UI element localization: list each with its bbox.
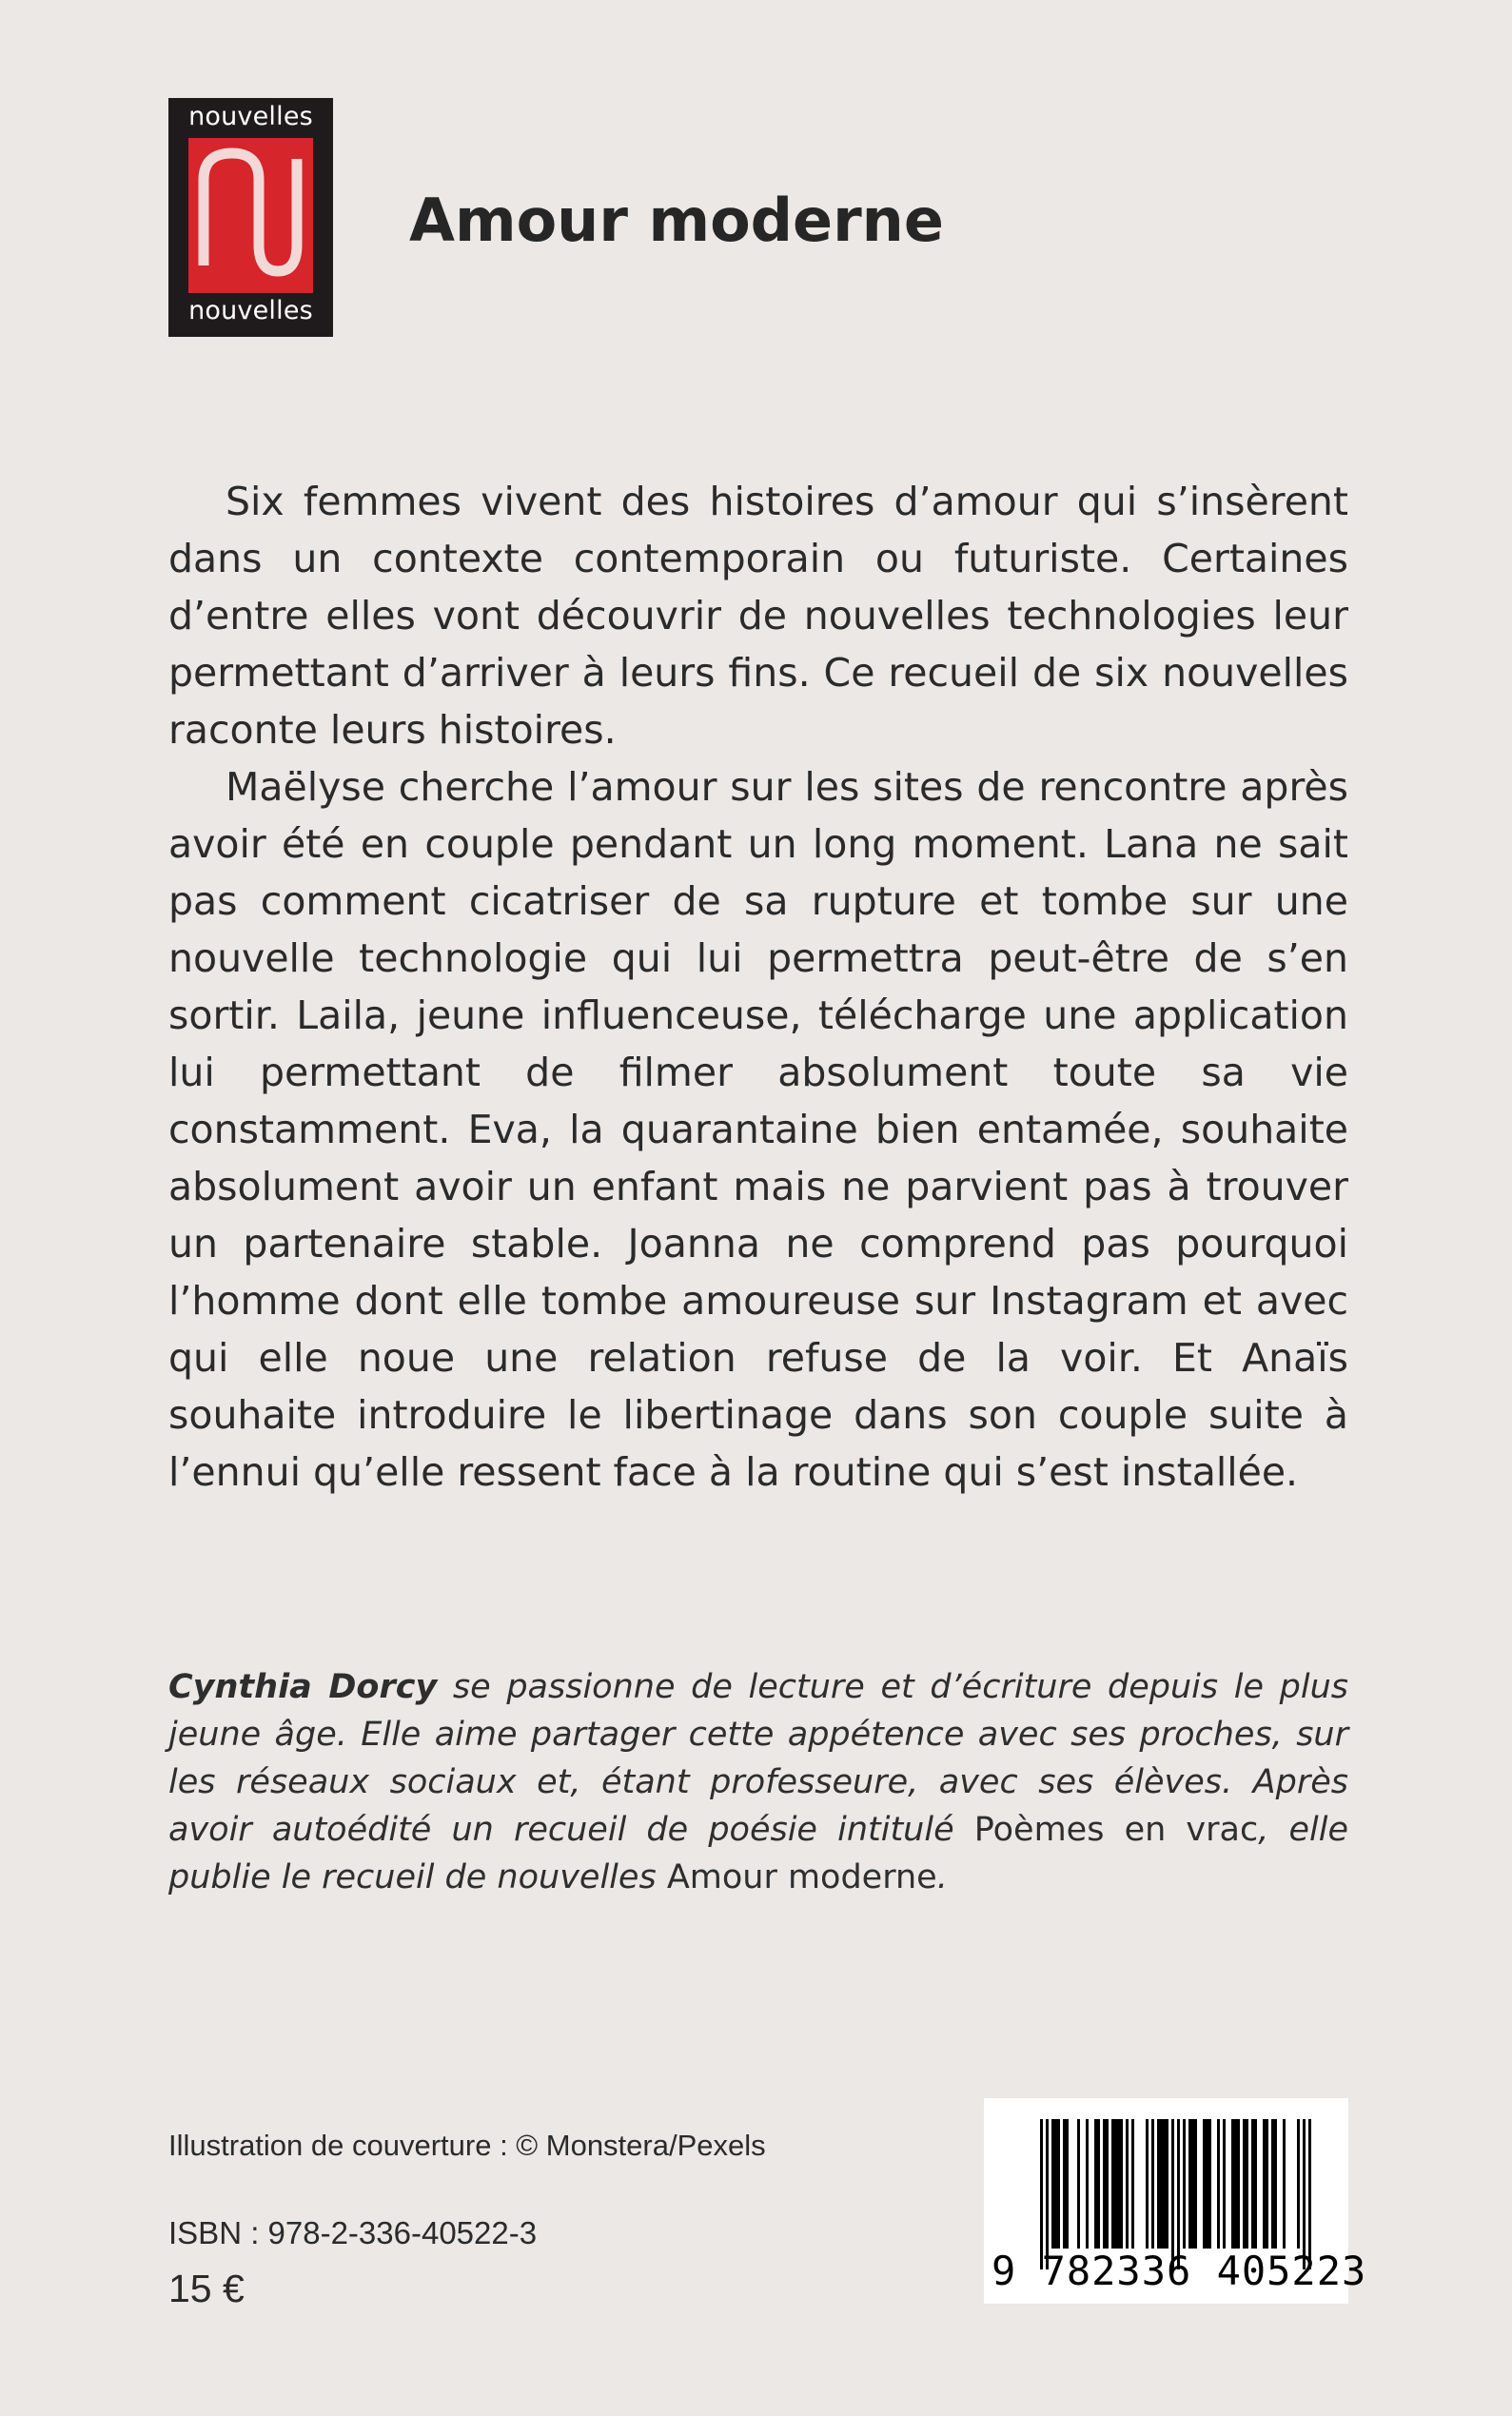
barcode-bar (1126, 2119, 1129, 2249)
barcode-bar (1077, 2119, 1080, 2249)
barcode-digits: 9 782336 405223 (992, 2248, 1367, 2294)
barcode-bar (1066, 2119, 1069, 2249)
barcode-bar (1231, 2119, 1234, 2249)
barcode-bar (1191, 2119, 1194, 2249)
barcode-bar (1271, 2119, 1274, 2249)
book-title: Amour moderne (409, 186, 944, 255)
author-bio-text: se passionne de lecture et d’écriture depuis le plus jeune âge. Elle aime partager cette appétence avec ses proches, sur les réseaux sociaux et, étant professeure, avec ses élèves. Après avoir autoédité un recueil de poésie intitulé (168, 1668, 1348, 1849)
barcode-bar (1103, 2119, 1106, 2249)
barcode-bar (1206, 2119, 1208, 2249)
logo-bottom-word: nouvelles (188, 296, 313, 325)
publisher-logo (168, 98, 333, 337)
barcode-bar (1183, 2119, 1186, 2249)
barcode-bar (1246, 2119, 1248, 2249)
barcode-bar (1120, 2119, 1123, 2249)
barcode-bar (1057, 2119, 1060, 2249)
nu-monogram-icon (188, 138, 313, 293)
barcode-bar (1266, 2119, 1268, 2249)
blurb-paragraph: Six femmes vivent des histoires d’amour qui s’insèrent dans un contexte contemporain ou futuriste. Certaines d’entre elles vont découvrir de nouvelles technologies leur permettant d’arriver à leurs fins. Ce recueil de six nouvelles raconte leurs histoires. (168, 479, 1348, 753)
barcode-bar (1203, 2119, 1206, 2249)
isbn: ISBN : 978-2-336-40522-3 (168, 2215, 538, 2250)
barcode-bar (1086, 2119, 1089, 2249)
barcode-bar (1217, 2119, 1220, 2249)
barcode-bar (1094, 2119, 1097, 2249)
current-work-title: Amour moderne (666, 1858, 937, 1896)
barcode-bar (1208, 2119, 1211, 2249)
barcode-bar (1063, 2119, 1066, 2249)
barcode-bar (1131, 2119, 1134, 2249)
barcode-bar (1283, 2119, 1286, 2249)
barcode-bar (1166, 2119, 1168, 2249)
barcode-bar (1151, 2119, 1154, 2249)
barcode-bar (1146, 2119, 1149, 2249)
barcode-bar (1297, 2119, 1300, 2249)
barcode-bar (1106, 2119, 1109, 2249)
barcode-bar (1194, 2119, 1197, 2249)
author-name: Cynthia Dorcy (168, 1668, 438, 1706)
blurb-paragraph: Maëlyse cherche l’amour sur les sites de rencontre après avoir été en couple pendant un long moment. Lana ne sait pas comment cicatriser de sa rupture et tombe sur une nouvelle technologie qui lui permettra peut-être de s’en sortir. Laila, jeune influenceuse, télécharge une application lui permettant de filmer absolument toute sa vie constamment. Eva, la quarantaine bien entamée, souhaite absolument avoir un enfant mais ne parvient pas à trouver un partenaire stable. Joanna ne comprend pas pourquoi l’homme dont elle tombe amoureuse sur Instagram et avec qui elle noue une relation refuse de la voir. Et Anaïs souhaite introduire le libertinage dans son couple suite à l’ennui qu’elle ressent face à la routine qui s’est installée. (168, 764, 1348, 1495)
logo-top-word: nouvelles (188, 102, 313, 131)
barcode-bar (1263, 2119, 1266, 2249)
barcode-bar (1237, 2119, 1240, 2249)
author-bio (168, 1663, 1348, 1901)
barcode-bar (1234, 2119, 1237, 2249)
barcode-bar (1163, 2119, 1166, 2249)
logo-monogram-panel (188, 138, 313, 293)
barcode-bar (1054, 2119, 1057, 2249)
price: 15 € (168, 2267, 245, 2310)
barcode (984, 2098, 1367, 2304)
previous-work-title: Poèmes en vrac (973, 1811, 1259, 1849)
author-bio-text: , elle publie le recueil de nouvelles (168, 1811, 1348, 1896)
barcode-bar (1157, 2119, 1160, 2249)
barcode-bar (1243, 2119, 1246, 2249)
barcode-bar (1223, 2119, 1226, 2249)
barcode-bar (1160, 2119, 1163, 2249)
illustration-credit: Illustration de couverture : © Monstera/Pexels (168, 2129, 766, 2162)
author-bio-text: . (936, 1858, 948, 1896)
barcode-bar (1111, 2119, 1114, 2249)
barcode-bar (1117, 2119, 1120, 2249)
book-blurb (168, 473, 1348, 1501)
barcode-bar (1254, 2119, 1257, 2249)
barcode-bar (1274, 2119, 1277, 2249)
barcode-bar (1114, 2119, 1117, 2249)
barcode-bar (1188, 2119, 1191, 2249)
barcode-bar (1251, 2119, 1254, 2249)
barcode-bar (1051, 2119, 1054, 2249)
barcode-bar (1097, 2119, 1100, 2249)
